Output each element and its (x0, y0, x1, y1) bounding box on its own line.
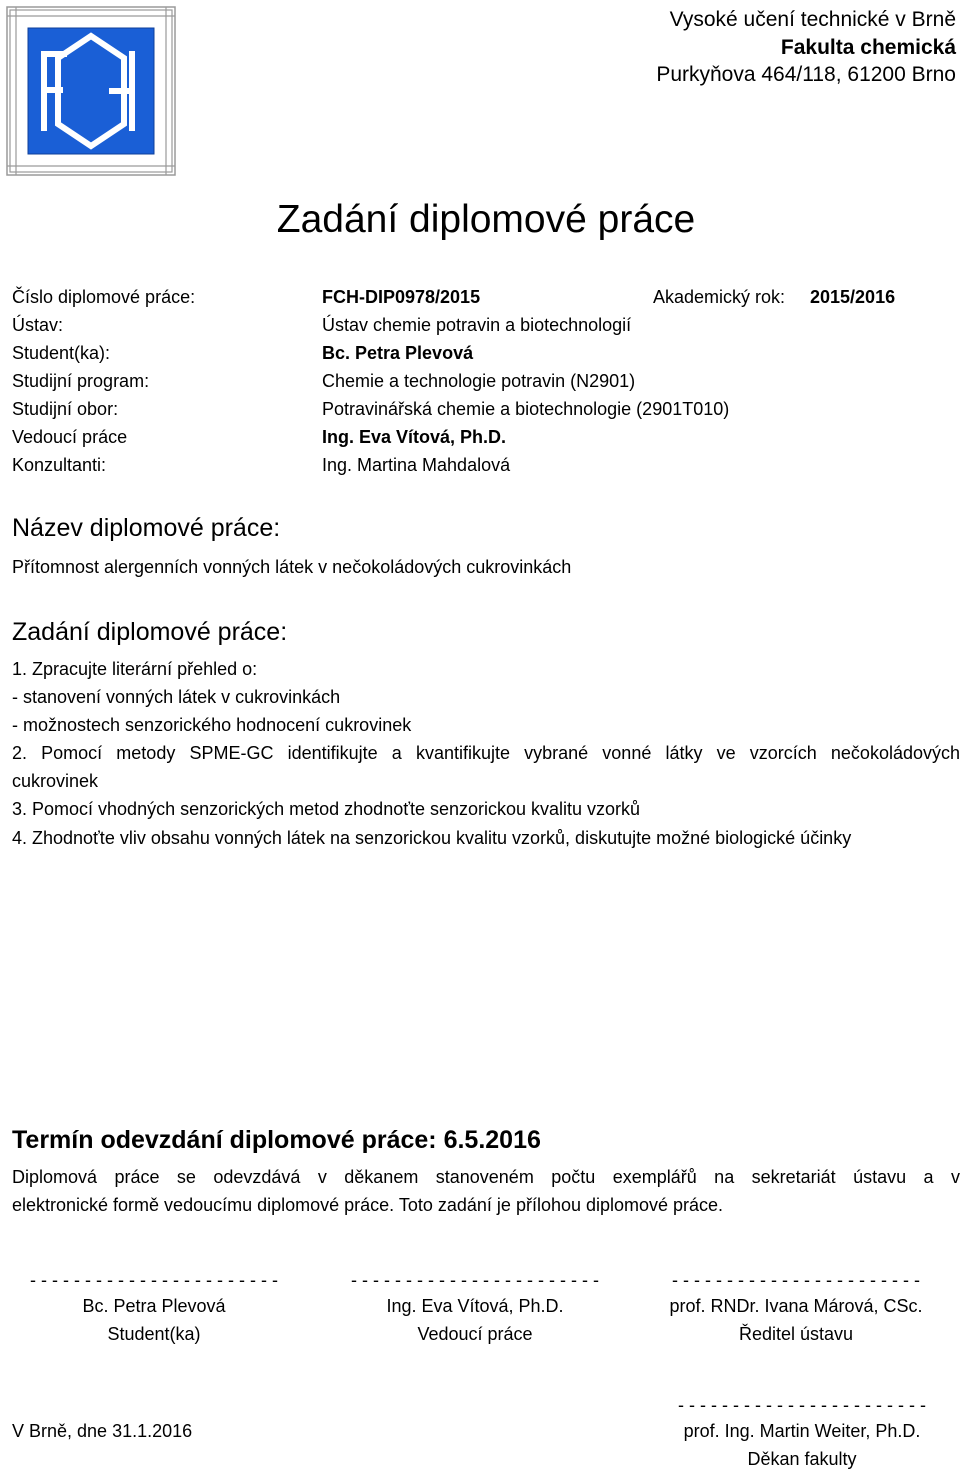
institute-value: Ústav chemie potravin a biotechnologií (322, 315, 632, 335)
academic-year-label: Akademický rok: (653, 287, 786, 307)
field-label: Studijní obor: (12, 399, 119, 419)
supervisor-label: Vedoucí práce (12, 427, 128, 447)
signature-line-supervisor: - - - - - - - - - - - - - - - - - - - - - - - (351, 1270, 599, 1290)
deadline-heading: Termín odevzdání diplomové práce: 6.5.2016 (12, 1126, 541, 1154)
signature-director-name: prof. RNDr. Ivana Márová, CSc. (669, 1296, 923, 1316)
thesis-number-label: Číslo diplomové práce: (12, 287, 196, 307)
signature-director-role: Ředitel ústavu (738, 1324, 854, 1344)
assignment-line-2: - stanovení vonných látek v cukrovinkách (12, 687, 341, 707)
signature-student-role: Student(ka) (107, 1324, 201, 1344)
thesis-name-text: Přítomnost alergenních vonných látek v nečokoládových cukrovinkách (12, 557, 572, 577)
deadline-text-line-2: elektronické formě vedoucímu diplomové práce. Toto zadání je přílohou diplomové práce. (12, 1195, 724, 1215)
assignment-line-1: 1. Zpracujte literární přehled o: (12, 659, 258, 679)
student-label: Student(ka): (12, 343, 111, 363)
assignment-line-7: 4. Zhodnoťte vliv obsahu vonných látek na senzorickou kvalitu vzorků, diskutujte možné biologické účinky (12, 828, 852, 848)
place-date: V Brně, dne 31.1.2016 (12, 1421, 193, 1441)
consultants-label: Konzultanti: (12, 455, 107, 475)
assignment-line-4: 2. Pomocí metody SPME-GC identifikujte a kvantifikujte vybrané vonné látky ve vzorcích nečokoládových (12, 743, 960, 763)
document-title: Zadání diplomové práce (276, 198, 696, 241)
program-label: Studijní program: (12, 371, 150, 391)
signature-dean-role: Děkan fakulty (747, 1449, 857, 1469)
deadline-text-line-1: Diplomová práce se odevzdává v děkanem stanoveném počtu exemplářů na sekretariát ústavu a v (12, 1167, 960, 1187)
academic-year-value: 2015/2016 (810, 287, 896, 307)
faculty-name: Fakulta chemická (780, 36, 956, 59)
institute-label: Ústav: (12, 315, 64, 335)
field-value: Potravinářská chemie a biotechnologie (2901T010) (322, 399, 730, 419)
faculty-logo (6, 6, 176, 176)
consultants-value: Ing. Martina Mahdalová (322, 455, 511, 475)
signature-dean-name: prof. Ing. Martin Weiter, Ph.D. (683, 1421, 921, 1441)
student-value: Bc. Petra Plevová (322, 343, 474, 363)
signature-supervisor-name: Ing. Eva Vítová, Ph.D. (386, 1296, 564, 1316)
thesis-number-value: FCH-DIP0978/2015 (322, 287, 481, 307)
signature-line-student: - - - - - - - - - - - - - - - - - - - - - - - (30, 1270, 278, 1290)
assignment-line-6: 3. Pomocí vhodných senzorických metod zhodnoťte senzorickou kvalitu vzorků (12, 799, 641, 819)
signature-supervisor-role: Vedoucí práce (417, 1324, 533, 1344)
signature-line-dean: - - - - - - - - - - - - - - - - - - - - - - - (678, 1395, 926, 1415)
signature-line-director: - - - - - - - - - - - - - - - - - - - - - - - (672, 1270, 920, 1290)
faculty-address: Purkyňova 464/118, 61200 Brno (656, 63, 956, 86)
thesis-name-heading: Název diplomové práce: (12, 514, 281, 542)
university-name: Vysoké učení technické v Brně (669, 8, 956, 31)
signature-student-name: Bc. Petra Plevová (82, 1296, 226, 1316)
assignment-line-5: cukrovinek (12, 771, 99, 791)
assignment-line-3: - možnostech senzorického hodnocení cukrovinek (12, 715, 412, 735)
assignment-heading: Zadání diplomové práce: (12, 618, 288, 646)
supervisor-value: Ing. Eva Vítová, Ph.D. (322, 427, 507, 447)
program-value: Chemie a technologie potravin (N2901) (322, 371, 636, 391)
